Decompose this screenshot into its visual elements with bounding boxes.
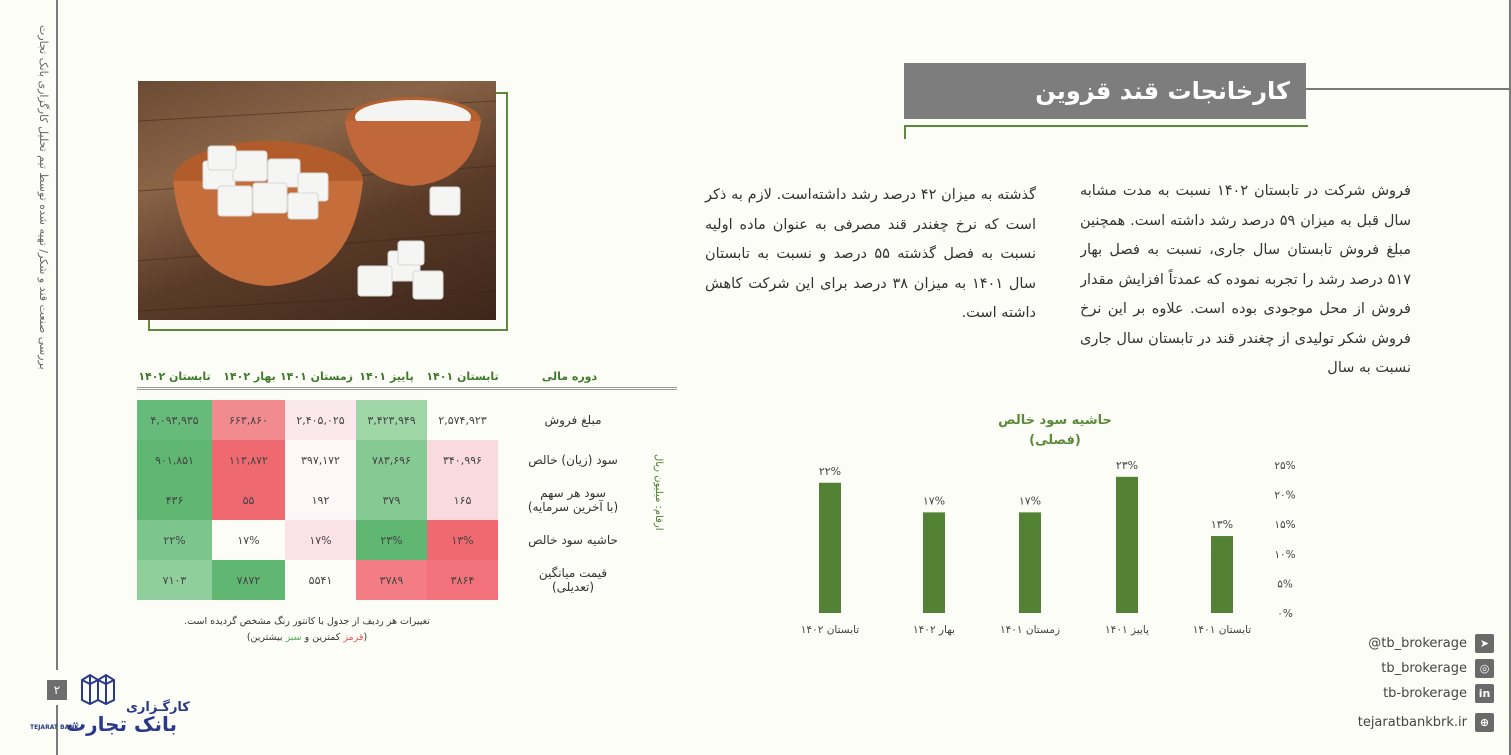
category-label: پاییز ۱۴۰۱ xyxy=(1105,624,1149,636)
sugar-photo xyxy=(138,81,496,320)
table-cell: ۳۷۸۹ xyxy=(356,560,427,600)
note-red: قرمز xyxy=(343,632,364,643)
column-header: تابستان ۱۴۰۲ xyxy=(138,370,211,383)
telegram-handle: @tb_brokerage xyxy=(1368,635,1467,651)
title-banner xyxy=(904,63,1306,119)
note-end: بیشترین xyxy=(250,632,283,643)
table-cell: ۷۸۳,۶۹۶ xyxy=(356,440,427,480)
table-cell: ۲۳% xyxy=(356,520,427,560)
instagram-icon: ◎ xyxy=(1475,659,1494,678)
column-header: بهار ۱۴۰۲ xyxy=(223,370,276,383)
table-cell: ۷۱۰۳ xyxy=(137,560,212,600)
chart-title xyxy=(960,411,1150,451)
category-label: تابستان ۱۴۰۱ xyxy=(1192,624,1252,636)
table-cell: ۱۷% xyxy=(285,520,356,560)
table-cell: ۴۳۶ xyxy=(137,480,212,520)
logo-cube-icon xyxy=(78,670,118,706)
bar-value-label: ۲۳% xyxy=(1115,458,1139,472)
table-cell: ۲,۵۷۴,۹۲۳ xyxy=(427,400,498,440)
logo-en-name: TEJARAT BANK xyxy=(30,724,79,731)
bar-value-label: ۲۲% xyxy=(818,464,842,478)
period-header: دوره مالی xyxy=(541,370,598,383)
row-label: سود هر سهم (با آخرین سرمایه) xyxy=(527,486,619,514)
page-title: کارخانجات قند قزوین xyxy=(1035,77,1290,105)
table-note-line2: (قرمز کمترین و سبز بیشترین) xyxy=(246,632,368,643)
row-label: حاشیه سود خالص xyxy=(528,533,618,547)
bar xyxy=(1211,536,1233,613)
bar-value-label: ۱۳% xyxy=(1210,518,1234,532)
category-label: تابستان ۱۴۰۲ xyxy=(800,624,860,636)
column-header: تابستان ۱۴۰۱ xyxy=(426,370,499,383)
bar xyxy=(819,483,841,613)
page-number: ۲ xyxy=(47,680,67,700)
table-cell: ۳۷۹ xyxy=(356,480,427,520)
table-cell: ۳۹۷,۱۷۲ xyxy=(285,440,356,480)
table-cell: ۲,۴۰۵,۰۲۵ xyxy=(285,400,356,440)
globe-icon: ⊕ xyxy=(1475,713,1494,732)
linkedin-icon: in xyxy=(1475,684,1494,703)
table-cell: ۱۷% xyxy=(212,520,285,560)
chart-title-line2: (فصلی) xyxy=(1029,433,1081,448)
table-cell: ۴,۰۹۳,۹۳۵ xyxy=(137,400,212,440)
note-mid: کمترین و xyxy=(304,632,341,643)
table-cell: ۷۸۷۲ xyxy=(212,560,285,600)
title-connector-line xyxy=(1300,88,1511,90)
social-telegram[interactable] xyxy=(1280,633,1494,653)
table-cell: ۱۹۲ xyxy=(285,480,356,520)
social-website[interactable] xyxy=(1280,712,1494,732)
social-linkedin[interactable] xyxy=(1280,683,1494,703)
table-cell: ۳,۴۲۳,۹۴۹ xyxy=(356,400,427,440)
y-tick-label: ۱۵% xyxy=(1274,519,1296,532)
table-note-line1: تغییرات هر ردیف از جدول با کانتور رنگ مشخص گردیده است. xyxy=(184,616,430,627)
table-cell: ۹۰۱,۸۵۱ xyxy=(137,440,212,480)
left-divider xyxy=(56,0,58,670)
category-label: زمستان ۱۴۰۱ xyxy=(999,624,1061,636)
row-label: مبلغ فروش xyxy=(544,413,602,427)
chart-title-line1: حاشیه سود خالص xyxy=(998,413,1112,428)
brokerage-logo xyxy=(28,668,190,740)
y-tick-label: ۱۰% xyxy=(1274,548,1296,561)
unit-label: ارقام: میلیون ریال xyxy=(653,453,664,530)
bar xyxy=(1019,512,1041,613)
note-green: سبز xyxy=(285,632,302,643)
telegram-icon: ➤ xyxy=(1475,634,1494,653)
row-label: سود (زیان) خالص xyxy=(528,453,618,467)
table-note xyxy=(137,614,477,646)
y-tick-label: ۵% xyxy=(1277,578,1293,591)
table-cell: ۲۲% xyxy=(137,520,212,560)
table-header xyxy=(137,366,677,390)
social-instagram[interactable] xyxy=(1280,658,1494,678)
table-cell: ۶۶۳,۸۶۰ xyxy=(212,400,285,440)
title-underline xyxy=(904,125,1308,139)
category-label: بهار ۱۴۰۲ xyxy=(913,624,955,636)
report-caption: بررسی صنعت قند و شکر/ تهیه شده توسط تیم تحلیل کارگزاری بانک تجارت xyxy=(37,25,50,370)
logo-word: کارگـزاری xyxy=(126,700,190,715)
bar-value-label: ۱۷% xyxy=(922,494,946,508)
y-tick-label: ۲۰% xyxy=(1274,489,1296,502)
y-tick-label: ۰% xyxy=(1277,608,1293,620)
logo-name: بانک تجارت xyxy=(66,712,178,736)
table-cell: ۵۵ xyxy=(212,480,285,520)
bar xyxy=(1116,477,1138,613)
y-tick-label: ۲۵% xyxy=(1274,460,1296,472)
table-cell: ۵۵۴۱ xyxy=(285,560,356,600)
instagram-handle: tb_brokerage xyxy=(1381,660,1467,676)
table-cell: ۱۶۵ xyxy=(427,480,498,520)
table-cell: ۳۸۶۴ xyxy=(427,560,498,600)
column-header: پاییز ۱۴۰۱ xyxy=(359,370,414,383)
bar-value-label: ۱۷% xyxy=(1018,494,1042,508)
table-cell: ۳۴۰,۹۹۶ xyxy=(427,440,498,480)
paragraph-rates: گذشته به میزان ۴۲ درصد رشد داشته‌است. لازم به ذکر است که نرخ چغندر قند مصرفی به عنوان ماده اولیه نسبت به فصل گذشته ۵۵ درصد و نسبت به تابستان سال ۱۴۰۱ به میزان ۳۸ درصد برای این شرکت کاهش داشته است. xyxy=(705,187,1036,321)
paragraph-sales: فروش شرکت در تابستان ۱۴۰۲ نسبت به مدت مشابه سال قبل به میزان ۵۹ درصد رشد داشته است. همچنین مبلغ فروش تابستان سال جاری، نسبت به فصل بهار ۵۱۷ درصد رشد را تجربه نموده که عمدتاً افزایش مقدار فروش از محل موجودی بوده است. علاوه بر این نرخ فروش شکر تولیدی از چغندر قند در تابستان سال جاری نسبت به سال xyxy=(1080,183,1411,376)
column-header: زمستان ۱۴۰۱ xyxy=(279,370,354,383)
sugar-bowls-image xyxy=(138,81,496,320)
table-cell: ۱۱۳,۸۷۲ xyxy=(212,440,285,480)
table-cell: ۱۳% xyxy=(427,520,498,560)
bar xyxy=(923,512,945,613)
website-url: tejaratbankbrk.ir xyxy=(1357,714,1467,730)
net-margin-bar-chart xyxy=(780,455,1320,645)
linkedin-handle: tb-brokerage xyxy=(1383,685,1467,701)
row-label: قیمت میانگین (تعدیلی) xyxy=(538,566,608,594)
